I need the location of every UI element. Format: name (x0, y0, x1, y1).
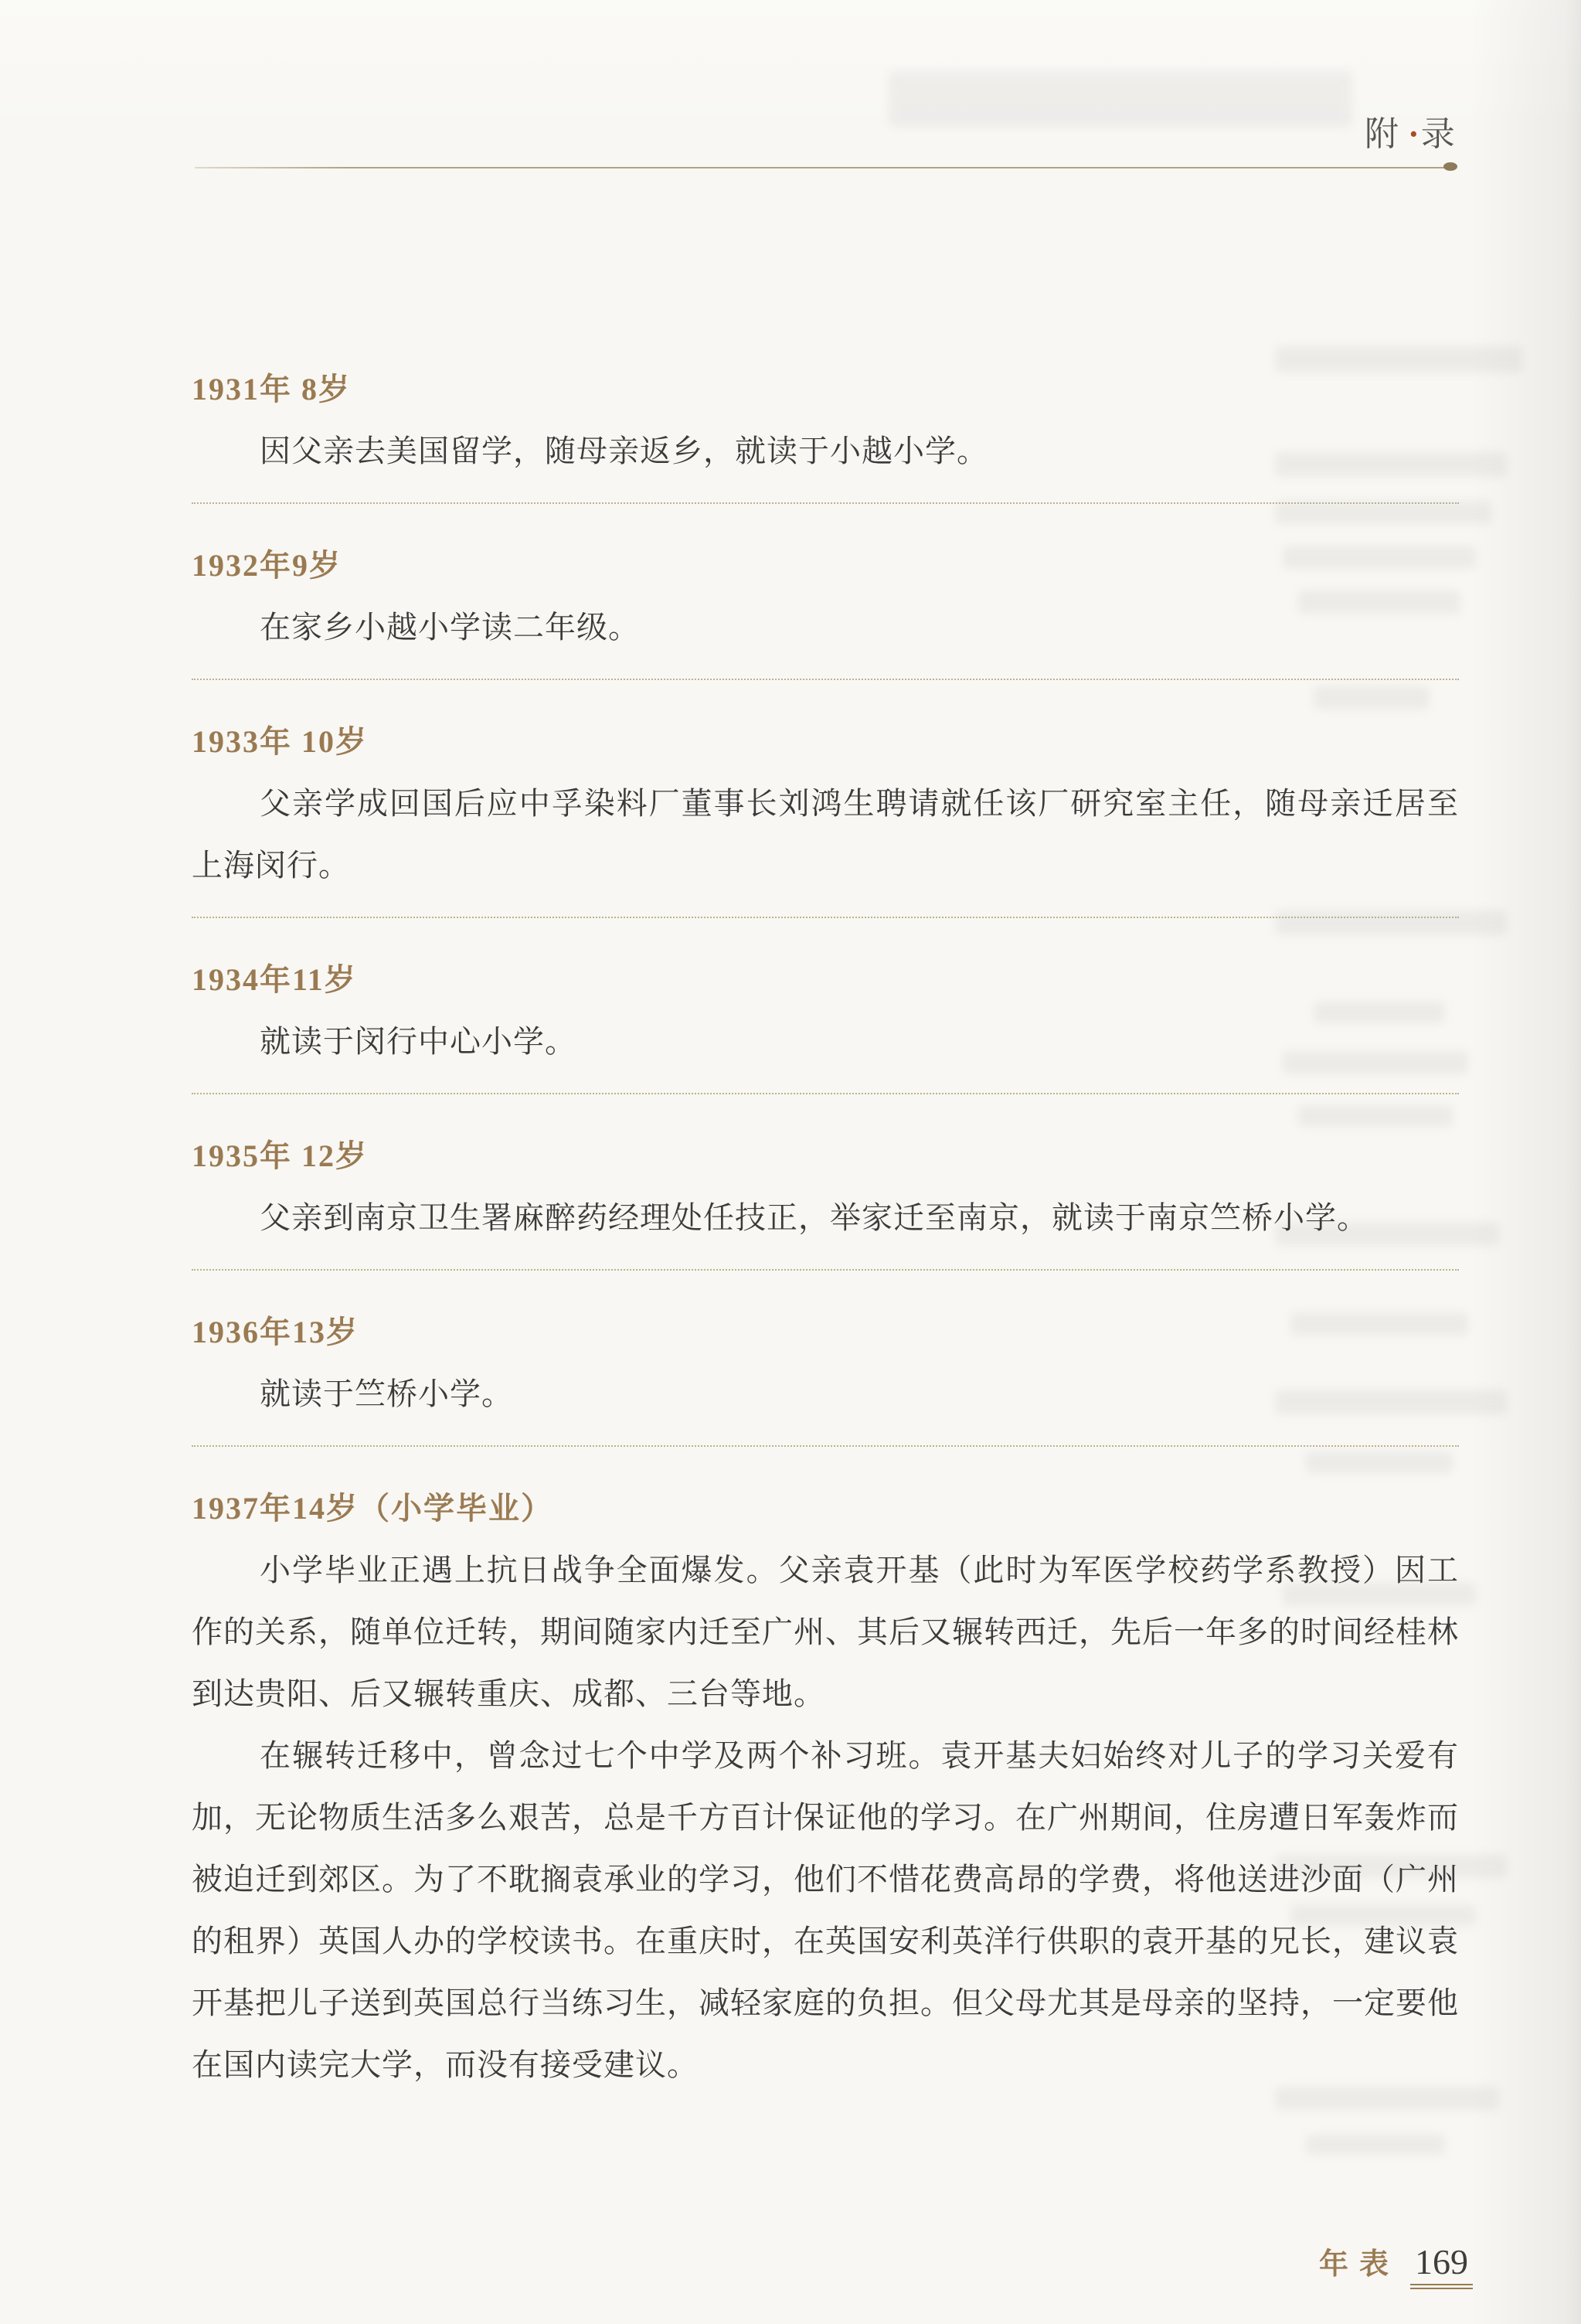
page-footer (1319, 2240, 1473, 2289)
entry-1937 (192, 1489, 1459, 2096)
running-head-left: 附 (1365, 115, 1406, 153)
entry-heading: 1937年14岁（小学毕业） (192, 1491, 553, 1526)
entry-paragraph: 在家乡小越小学读二年级。 (260, 610, 640, 645)
bleed-through-title (889, 71, 1352, 127)
bleed-through-line (1306, 2135, 1445, 2155)
entry-separator (192, 1093, 1459, 1094)
chronology (192, 369, 1459, 2096)
entry-paragraph: 父亲学成回国后应中孚染料厂董事长刘鸿生聘请就任该厂研究室主任，随母亲迁居至上海闵行。 (192, 786, 1459, 883)
entry-separator (192, 502, 1459, 504)
footer-page-number: 169 (1410, 2241, 1473, 2289)
entry-heading: 1931年 8岁 (192, 372, 351, 407)
entry-1935 (192, 1136, 1459, 1249)
entry-paragraph: 因父亲去美国留学，随母亲返乡，就读于小越小学。 (260, 434, 988, 468)
running-head-dot: · (1408, 115, 1420, 153)
bleed-through-line (1275, 346, 1522, 373)
entry-heading: 1935年 12岁 (192, 1138, 368, 1173)
entry-1932 (192, 546, 1459, 658)
entry-heading: 1936年13岁 (192, 1315, 359, 1349)
entry-1931 (192, 369, 1459, 482)
footer-section-label: 年表 (1318, 2248, 1399, 2281)
entry-heading: 1934年11岁 (192, 962, 357, 997)
entry-separator (192, 679, 1459, 680)
entry-paragraph: 就读于竺桥小学。 (260, 1376, 513, 1411)
entry-heading: 1933年 10岁 (192, 724, 368, 759)
entry-separator (192, 917, 1459, 918)
entry-paragraph: 小学毕业正遇上抗日战争全面爆发。父亲袁开基（此时为军医学校药学系教授）因工作的关系，随单位迁转，期间随家内迁至广州、其后又辗转西迁，先后一年多的时间经桂林到达贵阳、后又辗转重庆、成都、三台等地。 (192, 1553, 1459, 1711)
entry-paragraph: 就读于闵行中心小学。 (260, 1024, 576, 1059)
header-rule (195, 167, 1454, 168)
entry-paragraph: 父亲到南京卫生署麻醉药经理处任技正，举家迁至南京，就读于南京竺桥小学。 (260, 1200, 1368, 1235)
running-head (1365, 114, 1463, 155)
entry-separator (192, 1445, 1459, 1447)
entry-paragraph: 在辗转迁移中，曾念过七个中学及两个补习班。袁开基夫妇始终对儿子的学习关爱有加，无论物质生活多么艰苦，总是千方百计保证他的学习。在广州期间，住房遭日军轰炸而被迫迁到郊区。为了不耽搁袁承业的学习，他们不惜花费高昂的学费，将他送进沙面（广州的租界）英国人办的学校读书。在重庆时，在英国安利英洋行供职的袁开基的兄长，建议袁开基把儿子送到英国总行当练习生，减轻家庭的负担。但父母尤其是母亲的坚持，一定要他在国内读完大学，而没有接受建议。 (192, 1738, 1459, 2082)
entry-heading: 1932年9岁 (192, 548, 342, 583)
entry-1933 (192, 722, 1459, 897)
entry-separator (192, 1269, 1459, 1271)
entry-1934 (192, 960, 1459, 1073)
header-rule-end-dot (1443, 162, 1457, 171)
running-head-right: 录 (1420, 115, 1463, 153)
entry-1936 (192, 1312, 1459, 1425)
